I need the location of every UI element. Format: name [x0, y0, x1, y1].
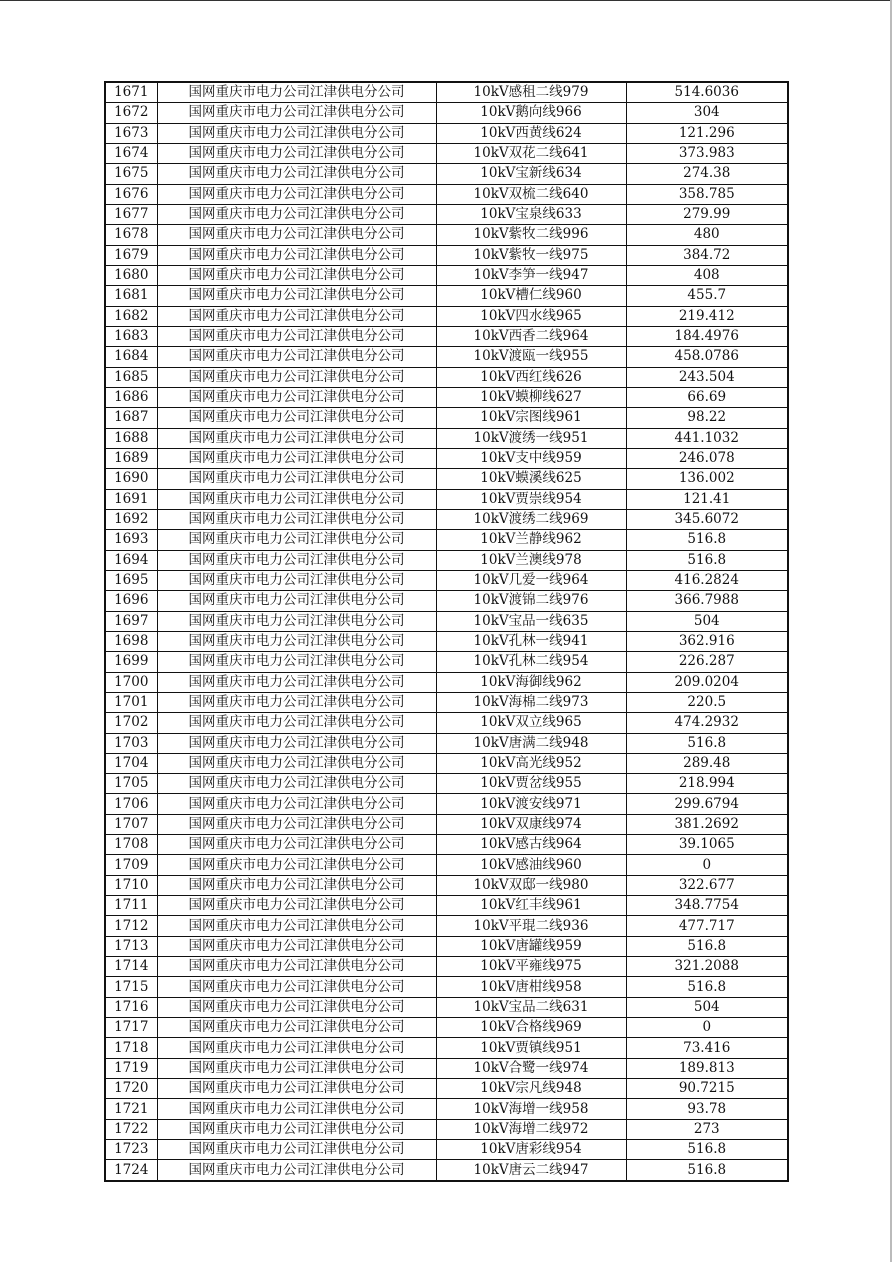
row-number-cell: 1697: [105, 611, 157, 631]
row-number-cell: 1707: [105, 814, 157, 834]
value-cell: 90.7215: [626, 1079, 788, 1099]
value-cell: 209.0204: [626, 672, 788, 692]
table-row: [105, 143, 788, 163]
row-number-cell: 1679: [105, 245, 157, 265]
line-name-cell: 10kV西红线626: [436, 367, 626, 387]
value-cell: 0: [626, 855, 788, 875]
row-number-cell: 1691: [105, 489, 157, 509]
table-row: [105, 957, 788, 977]
company-cell: 国网重庆市电力公司江津供电分公司: [157, 1058, 436, 1078]
row-number-cell: 1716: [105, 997, 157, 1017]
table-row: [105, 997, 788, 1017]
value-cell: 480: [626, 225, 788, 245]
company-cell: 国网重庆市电力公司江津供电分公司: [157, 82, 436, 103]
table-row: [105, 306, 788, 326]
value-cell: 516.8: [626, 977, 788, 997]
line-name-cell: 10kV紫牧一线975: [436, 245, 626, 265]
row-number-cell: 1693: [105, 530, 157, 550]
company-cell: 国网重庆市电力公司江津供电分公司: [157, 1038, 436, 1058]
line-name-cell: 10kV几爱一线964: [436, 570, 626, 590]
value-cell: 226.287: [626, 652, 788, 672]
row-number-cell: 1675: [105, 164, 157, 184]
row-number-cell: 1684: [105, 347, 157, 367]
row-number-cell: 1672: [105, 103, 157, 123]
table-row: [105, 469, 788, 489]
table-row: [105, 591, 788, 611]
row-number-cell: 1685: [105, 367, 157, 387]
value-cell: 189.813: [626, 1058, 788, 1078]
company-cell: 国网重庆市电力公司江津供电分公司: [157, 570, 436, 590]
value-cell: 184.4976: [626, 326, 788, 346]
row-number-cell: 1715: [105, 977, 157, 997]
company-cell: 国网重庆市电力公司江津供电分公司: [157, 1018, 436, 1038]
row-number-cell: 1677: [105, 204, 157, 224]
table-row: [105, 835, 788, 855]
line-name-cell: 10kV唐云二线947: [436, 1160, 626, 1181]
company-cell: 国网重庆市电力公司江津供电分公司: [157, 367, 436, 387]
value-cell: 273: [626, 1119, 788, 1139]
company-cell: 国网重庆市电力公司江津供电分公司: [157, 265, 436, 285]
line-name-cell: 10kV孔林二线954: [436, 652, 626, 672]
row-number-cell: 1682: [105, 306, 157, 326]
table-row: [105, 570, 788, 590]
value-cell: 362.916: [626, 631, 788, 651]
value-cell: 474.2932: [626, 713, 788, 733]
line-name-cell: 10kV蟆溪线625: [436, 469, 626, 489]
company-cell: 国网重庆市电力公司江津供电分公司: [157, 530, 436, 550]
value-cell: 516.8: [626, 733, 788, 753]
company-cell: 国网重庆市电力公司江津供电分公司: [157, 550, 436, 570]
company-cell: 国网重庆市电力公司江津供电分公司: [157, 1079, 436, 1099]
value-cell: 504: [626, 611, 788, 631]
line-name-cell: 10kV李笋一线947: [436, 265, 626, 285]
value-cell: 321.2088: [626, 957, 788, 977]
table-row: [105, 286, 788, 306]
company-cell: 国网重庆市电力公司江津供电分公司: [157, 489, 436, 509]
table-row: [105, 652, 788, 672]
line-name-cell: 10kV双立线965: [436, 713, 626, 733]
line-name-cell: 10kV鹅向线966: [436, 103, 626, 123]
table-row: [105, 367, 788, 387]
row-number-cell: 1706: [105, 794, 157, 814]
company-cell: 国网重庆市电力公司江津供电分公司: [157, 306, 436, 326]
table-row: [105, 611, 788, 631]
value-cell: 93.78: [626, 1099, 788, 1119]
table-row: [105, 347, 788, 367]
table-row: [105, 977, 788, 997]
table-row: [105, 489, 788, 509]
company-cell: 国网重庆市电力公司江津供电分公司: [157, 977, 436, 997]
company-cell: 国网重庆市电力公司江津供电分公司: [157, 469, 436, 489]
value-cell: 348.7754: [626, 896, 788, 916]
line-name-cell: 10kV贾岔线955: [436, 774, 626, 794]
line-name-cell: 10kV感租二线979: [436, 82, 626, 103]
table-row: [105, 672, 788, 692]
value-cell: 274.38: [626, 164, 788, 184]
company-cell: 国网重庆市电力公司江津供电分公司: [157, 957, 436, 977]
row-number-cell: 1703: [105, 733, 157, 753]
value-cell: 219.412: [626, 306, 788, 326]
table-row: [105, 225, 788, 245]
line-name-cell: 10kV唐彩线954: [436, 1140, 626, 1160]
value-cell: 121.296: [626, 123, 788, 143]
line-name-cell: 10kV双花二线641: [436, 143, 626, 163]
table-row: [105, 936, 788, 956]
value-cell: 121.41: [626, 489, 788, 509]
table-row: [105, 509, 788, 529]
table-row: [105, 550, 788, 570]
line-name-cell: 10kV红丰线961: [436, 896, 626, 916]
line-name-cell: 10kV渡绣一线951: [436, 428, 626, 448]
company-cell: 国网重庆市电力公司江津供电分公司: [157, 1119, 436, 1139]
row-number-cell: 1698: [105, 631, 157, 651]
table-row: [105, 733, 788, 753]
value-cell: 243.504: [626, 367, 788, 387]
value-cell: 218.994: [626, 774, 788, 794]
line-name-cell: 10kV海增二线972: [436, 1119, 626, 1139]
table-row: [105, 1119, 788, 1139]
row-number-cell: 1678: [105, 225, 157, 245]
company-cell: 国网重庆市电力公司江津供电分公司: [157, 143, 436, 163]
value-cell: 66.69: [626, 387, 788, 407]
value-cell: 408: [626, 265, 788, 285]
line-name-cell: 10kV合鹭一线974: [436, 1058, 626, 1078]
row-number-cell: 1689: [105, 448, 157, 468]
table-row: [105, 855, 788, 875]
value-cell: 0: [626, 1018, 788, 1038]
company-cell: 国网重庆市电力公司江津供电分公司: [157, 509, 436, 529]
row-number-cell: 1674: [105, 143, 157, 163]
line-name-cell: 10kV海棉二线973: [436, 692, 626, 712]
value-cell: 345.6072: [626, 509, 788, 529]
company-cell: 国网重庆市电力公司江津供电分公司: [157, 997, 436, 1017]
row-number-cell: 1701: [105, 692, 157, 712]
line-name-cell: 10kV支中线959: [436, 448, 626, 468]
company-cell: 国网重庆市电力公司江津供电分公司: [157, 123, 436, 143]
company-cell: 国网重庆市电力公司江津供电分公司: [157, 286, 436, 306]
line-name-cell: 10kV唐满二线948: [436, 733, 626, 753]
table-row: [105, 814, 788, 834]
line-name-cell: 10kV蟆柳线627: [436, 387, 626, 407]
table-row: [105, 530, 788, 550]
value-cell: 416.2824: [626, 570, 788, 590]
table-row: [105, 123, 788, 143]
table-row: [105, 265, 788, 285]
row-number-cell: 1722: [105, 1119, 157, 1139]
line-name-cell: 10kV四水线965: [436, 306, 626, 326]
line-name-cell: 10kV宝品一线635: [436, 611, 626, 631]
row-number-cell: 1694: [105, 550, 157, 570]
company-cell: 国网重庆市电力公司江津供电分公司: [157, 936, 436, 956]
company-cell: 国网重庆市电力公司江津供电分公司: [157, 631, 436, 651]
row-number-cell: 1676: [105, 184, 157, 204]
row-number-cell: 1680: [105, 265, 157, 285]
table-row: [105, 387, 788, 407]
table-row: [105, 1018, 788, 1038]
value-cell: 373.983: [626, 143, 788, 163]
row-number-cell: 1717: [105, 1018, 157, 1038]
value-cell: 384.72: [626, 245, 788, 265]
table-row: [105, 774, 788, 794]
line-name-cell: 10kV孔林一线941: [436, 631, 626, 651]
company-cell: 国网重庆市电力公司江津供电分公司: [157, 794, 436, 814]
line-name-cell: 10kV渡绣二线969: [436, 509, 626, 529]
table-row: [105, 875, 788, 895]
line-name-cell: 10kV海御线962: [436, 672, 626, 692]
value-cell: 322.677: [626, 875, 788, 895]
row-number-cell: 1723: [105, 1140, 157, 1160]
value-cell: 39.1065: [626, 835, 788, 855]
table-row: [105, 1038, 788, 1058]
table-row: [105, 1099, 788, 1119]
row-number-cell: 1713: [105, 936, 157, 956]
line-name-cell: 10kV兰静线962: [436, 530, 626, 550]
row-number-cell: 1702: [105, 713, 157, 733]
table-row: [105, 896, 788, 916]
table-row: [105, 184, 788, 204]
line-name-cell: 10kV宝品二线631: [436, 997, 626, 1017]
company-cell: 国网重庆市电力公司江津供电分公司: [157, 1140, 436, 1160]
value-cell: 441.1032: [626, 428, 788, 448]
line-name-cell: 10kV双康线974: [436, 814, 626, 834]
line-name-cell: 10kV平琨二线936: [436, 916, 626, 936]
row-number-cell: 1692: [105, 509, 157, 529]
line-name-cell: 10kV感油线960: [436, 855, 626, 875]
row-number-cell: 1690: [105, 469, 157, 489]
feeder-capacity-table: [104, 81, 789, 1182]
company-cell: 国网重庆市电力公司江津供电分公司: [157, 753, 436, 773]
row-number-cell: 1686: [105, 387, 157, 407]
value-cell: 304: [626, 103, 788, 123]
table-row: [105, 1058, 788, 1078]
row-number-cell: 1708: [105, 835, 157, 855]
line-name-cell: 10kV高光线952: [436, 753, 626, 773]
company-cell: 国网重庆市电力公司江津供电分公司: [157, 916, 436, 936]
table-row: [105, 204, 788, 224]
row-number-cell: 1704: [105, 753, 157, 773]
table-row: [105, 631, 788, 651]
line-name-cell: 10kV双邸一线980: [436, 875, 626, 895]
table-row: [105, 326, 788, 346]
company-cell: 国网重庆市电力公司江津供电分公司: [157, 1160, 436, 1181]
value-cell: 98.22: [626, 408, 788, 428]
table-row: [105, 794, 788, 814]
line-name-cell: 10kV宝泉线633: [436, 204, 626, 224]
page-top-border: [0, 0, 892, 1]
company-cell: 国网重庆市电力公司江津供电分公司: [157, 774, 436, 794]
table-row: [105, 1160, 788, 1181]
value-cell: 279.99: [626, 204, 788, 224]
row-number-cell: 1700: [105, 672, 157, 692]
row-number-cell: 1721: [105, 1099, 157, 1119]
company-cell: 国网重庆市电力公司江津供电分公司: [157, 428, 436, 448]
line-name-cell: 10kV紫牧二线996: [436, 225, 626, 245]
value-cell: 358.785: [626, 184, 788, 204]
row-number-cell: 1719: [105, 1058, 157, 1078]
table-row: [105, 82, 788, 103]
company-cell: 国网重庆市电力公司江津供电分公司: [157, 611, 436, 631]
line-name-cell: 10kV双梳二线640: [436, 184, 626, 204]
row-number-cell: 1695: [105, 570, 157, 590]
value-cell: 136.002: [626, 469, 788, 489]
value-cell: 366.7988: [626, 591, 788, 611]
company-cell: 国网重庆市电力公司江津供电分公司: [157, 733, 436, 753]
table-row: [105, 692, 788, 712]
value-cell: 504: [626, 997, 788, 1017]
line-name-cell: 10kV宝新线634: [436, 164, 626, 184]
company-cell: 国网重庆市电力公司江津供电分公司: [157, 225, 436, 245]
company-cell: 国网重庆市电力公司江津供电分公司: [157, 855, 436, 875]
table-row: [105, 448, 788, 468]
table-row: [105, 713, 788, 733]
table-row: [105, 103, 788, 123]
value-cell: 299.6794: [626, 794, 788, 814]
value-cell: 516.8: [626, 530, 788, 550]
value-cell: 514.6036: [626, 82, 788, 103]
value-cell: 516.8: [626, 936, 788, 956]
row-number-cell: 1688: [105, 428, 157, 448]
line-name-cell: 10kV海增一线958: [436, 1099, 626, 1119]
company-cell: 国网重庆市电力公司江津供电分公司: [157, 448, 436, 468]
row-number-cell: 1720: [105, 1079, 157, 1099]
table-row: [105, 408, 788, 428]
line-name-cell: 10kV贾镇线951: [436, 1038, 626, 1058]
company-cell: 国网重庆市电力公司江津供电分公司: [157, 875, 436, 895]
row-number-cell: 1699: [105, 652, 157, 672]
value-cell: 516.8: [626, 550, 788, 570]
company-cell: 国网重庆市电力公司江津供电分公司: [157, 184, 436, 204]
value-cell: 458.0786: [626, 347, 788, 367]
table-row: [105, 1079, 788, 1099]
table-body: [105, 82, 788, 1181]
company-cell: 国网重庆市电力公司江津供电分公司: [157, 245, 436, 265]
company-cell: 国网重庆市电力公司江津供电分公司: [157, 835, 436, 855]
value-cell: 477.717: [626, 916, 788, 936]
company-cell: 国网重庆市电力公司江津供电分公司: [157, 1099, 436, 1119]
row-number-cell: 1709: [105, 855, 157, 875]
row-number-cell: 1714: [105, 957, 157, 977]
value-cell: 246.078: [626, 448, 788, 468]
table-row: [105, 753, 788, 773]
row-number-cell: 1681: [105, 286, 157, 306]
line-name-cell: 10kV渡锦二线976: [436, 591, 626, 611]
value-cell: 516.8: [626, 1160, 788, 1181]
company-cell: 国网重庆市电力公司江津供电分公司: [157, 896, 436, 916]
row-number-cell: 1683: [105, 326, 157, 346]
company-cell: 国网重庆市电力公司江津供电分公司: [157, 692, 436, 712]
value-cell: 455.7: [626, 286, 788, 306]
row-number-cell: 1673: [105, 123, 157, 143]
company-cell: 国网重庆市电力公司江津供电分公司: [157, 387, 436, 407]
row-number-cell: 1705: [105, 774, 157, 794]
company-cell: 国网重庆市电力公司江津供电分公司: [157, 408, 436, 428]
row-number-cell: 1718: [105, 1038, 157, 1058]
line-name-cell: 10kV兰澳线978: [436, 550, 626, 570]
company-cell: 国网重庆市电力公司江津供电分公司: [157, 347, 436, 367]
table-row: [105, 916, 788, 936]
row-number-cell: 1696: [105, 591, 157, 611]
company-cell: 国网重庆市电力公司江津供电分公司: [157, 814, 436, 834]
company-cell: 国网重庆市电力公司江津供电分公司: [157, 103, 436, 123]
line-name-cell: 10kV平雍线975: [436, 957, 626, 977]
company-cell: 国网重庆市电力公司江津供电分公司: [157, 204, 436, 224]
value-cell: 516.8: [626, 1140, 788, 1160]
company-cell: 国网重庆市电力公司江津供电分公司: [157, 672, 436, 692]
table-row: [105, 1140, 788, 1160]
value-cell: 73.416: [626, 1038, 788, 1058]
line-name-cell: 10kV感古线964: [436, 835, 626, 855]
row-number-cell: 1710: [105, 875, 157, 895]
value-cell: 381.2692: [626, 814, 788, 834]
line-name-cell: 10kV合格线969: [436, 1018, 626, 1038]
row-number-cell: 1671: [105, 82, 157, 103]
value-cell: 289.48: [626, 753, 788, 773]
line-name-cell: 10kV贾崇线954: [436, 489, 626, 509]
line-name-cell: 10kV宗图线961: [436, 408, 626, 428]
line-name-cell: 10kV宗凡线948: [436, 1079, 626, 1099]
row-number-cell: 1687: [105, 408, 157, 428]
row-number-cell: 1724: [105, 1160, 157, 1181]
line-name-cell: 10kV唐罐线959: [436, 936, 626, 956]
table-row: [105, 164, 788, 184]
table-row: [105, 428, 788, 448]
row-number-cell: 1712: [105, 916, 157, 936]
line-name-cell: 10kV渡瓯一线955: [436, 347, 626, 367]
line-name-cell: 10kV槽仁线960: [436, 286, 626, 306]
value-cell: 220.5: [626, 692, 788, 712]
line-name-cell: 10kV渡安线971: [436, 794, 626, 814]
company-cell: 国网重庆市电力公司江津供电分公司: [157, 591, 436, 611]
company-cell: 国网重庆市电力公司江津供电分公司: [157, 652, 436, 672]
line-name-cell: 10kV唐柑线958: [436, 977, 626, 997]
company-cell: 国网重庆市电力公司江津供电分公司: [157, 326, 436, 346]
company-cell: 国网重庆市电力公司江津供电分公司: [157, 713, 436, 733]
row-number-cell: 1711: [105, 896, 157, 916]
company-cell: 国网重庆市电力公司江津供电分公司: [157, 164, 436, 184]
table-row: [105, 245, 788, 265]
line-name-cell: 10kV西黄线624: [436, 123, 626, 143]
line-name-cell: 10kV西香二线964: [436, 326, 626, 346]
